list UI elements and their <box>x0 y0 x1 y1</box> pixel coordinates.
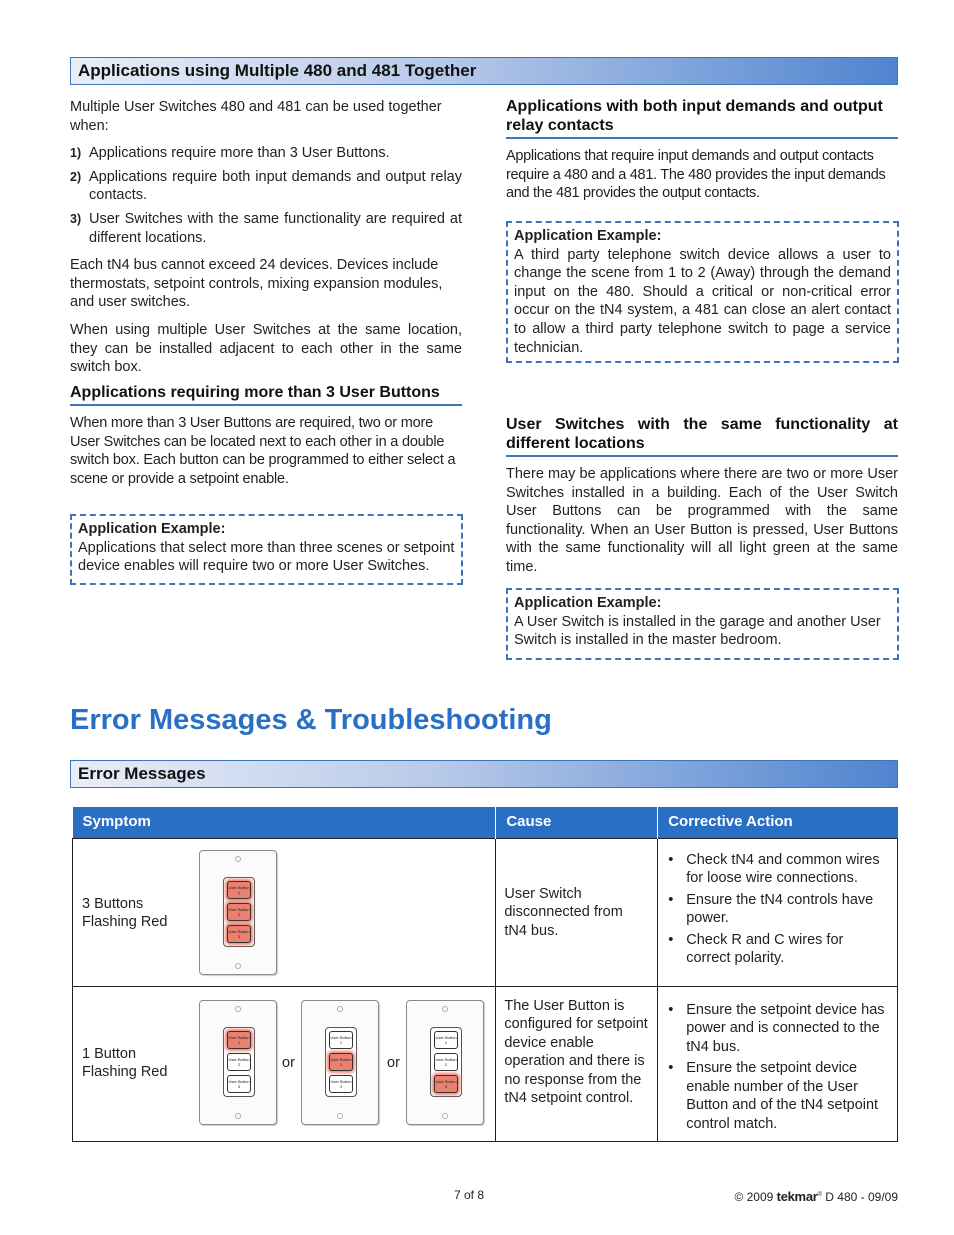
button-frame <box>223 1027 255 1097</box>
symptom-cell <box>73 986 496 1141</box>
symptom-cell <box>73 838 496 986</box>
user-button: User Button 3 <box>227 1075 251 1093</box>
symptom-text: 3 Buttons Flashing Red <box>82 895 168 931</box>
user-button-red: User Button 2 <box>329 1053 353 1071</box>
table-header-row <box>73 807 898 838</box>
user-switch-image <box>301 1000 379 1125</box>
list-item: • Ensure the setpoint device enable number of the User Button and of the tN4 setpoint control match. <box>666 1059 889 1133</box>
screw-icon <box>235 1113 241 1119</box>
bus-limit-text: Each tN4 bus cannot exceed 24 devices. Devices include thermostats, setpoint controls, mixing expansion modules, and user switches. <box>70 257 443 311</box>
footer-right: © 2009 tekmar® D 480 - 09/09 <box>734 1189 898 1204</box>
user-button: User Button 1 <box>434 1031 458 1049</box>
screw-icon <box>442 1006 448 1012</box>
subheading-more-buttons: Applications requiring more than 3 User Buttons <box>70 383 462 406</box>
example-heading: Application Example: <box>514 228 662 244</box>
section-title: Applications using Multiple 480 and 481 Together <box>78 61 477 80</box>
column-header-corrective-action: Corrective Action <box>658 807 898 838</box>
cause-cell <box>496 838 658 986</box>
document-code: D 480 - 09/09 <box>825 1190 898 1204</box>
brand-logo: tekmar <box>776 1189 818 1204</box>
application-example-box <box>506 221 899 363</box>
intro-text: Multiple User Switches 480 and 481 can be used together when: <box>70 99 442 134</box>
table-row <box>73 838 898 986</box>
user-button: User Button 2 <box>227 1053 251 1071</box>
example-text: A User Switch is installed in the garage and another User Switch is installed in the master bedroom. <box>514 613 881 649</box>
more-buttons-text: When more than 3 User Buttons are required, two or more User Switches can be located next to each other in a double switch box. Each button can be programmed to either select a scene or provide a setpoint enable. <box>70 415 456 487</box>
screw-icon <box>337 1006 343 1012</box>
or-label: or <box>387 1054 400 1071</box>
action-cell <box>658 838 898 986</box>
user-button-red: User Button 3 <box>434 1075 458 1093</box>
list-item: • Check tN4 and common wires for loose wire connections. <box>666 851 889 888</box>
button-frame <box>430 1027 462 1097</box>
screw-icon <box>235 963 241 969</box>
user-button-red: User Button 3 <box>227 925 251 943</box>
left-column <box>70 98 462 386</box>
application-example-box <box>70 514 463 585</box>
screw-icon <box>442 1113 448 1119</box>
cause-text: The User Button is configured for setpoint device enable operation and there is no response from the tN4 setpoint control. <box>504 997 648 1107</box>
user-switch-image <box>199 850 277 975</box>
user-button-red: User Button 2 <box>227 903 251 921</box>
error-table <box>72 807 898 1142</box>
button-frame <box>223 877 255 947</box>
section-band-error-messages <box>70 760 898 788</box>
user-switch-image <box>199 1000 277 1125</box>
example-heading: Application Example: <box>78 521 226 537</box>
page-number: 7 of 8 <box>454 1188 485 1202</box>
user-button: User Button 2 <box>434 1053 458 1071</box>
list-item: 1) Applications require more than 3 User Buttons. <box>70 145 390 162</box>
table-row <box>73 986 898 1141</box>
user-button: User Button 1 <box>329 1031 353 1049</box>
example-heading: Application Example: <box>514 595 662 611</box>
input-output-text: Applications that require input demands and output contacts require a 480 and a 481. The 480 provides the input demands and the 481 provides the output contacts. <box>506 148 886 202</box>
action-list <box>666 851 889 969</box>
example-text: Applications that select more than three scenes or setpoint device enables will require two or more User Switches. <box>78 539 455 575</box>
symptom-text: 1 Button Flashing Red <box>82 1045 168 1081</box>
page-title: Error Messages & Troubleshooting <box>70 704 552 736</box>
action-list <box>666 1001 889 1134</box>
subheading-input-output: Applications with both input demands and output relay contacts <box>506 97 898 139</box>
cause-cell <box>496 986 658 1141</box>
action-cell <box>658 986 898 1141</box>
conditions-list <box>70 144 462 247</box>
section-title: Error Messages <box>78 764 206 783</box>
list-item: • Ensure the setpoint device has power and is connected to the tN4 bus. <box>666 1001 889 1057</box>
column-header-cause: Cause <box>496 807 658 838</box>
cause-text: User Switch disconnected from tN4 bus. <box>504 885 623 939</box>
or-label: or <box>282 1054 295 1071</box>
button-frame <box>325 1027 357 1097</box>
example-text: A third party telephone switch device allows a user to change the scene from 1 to 2 (Away) through the demand input on the 480. Should a critical or non-critical error occur on the tN4 system, a 481 can close an alert contact to allow a third party telephone switch to page a service technician. <box>514 246 891 356</box>
list-item: • Ensure the tN4 controls have power. <box>666 891 889 928</box>
section-band-multiple <box>70 57 898 85</box>
list-item: 3) User Switches with the same functionality are required at different locations. <box>70 210 462 246</box>
subheading-same-functionality: User Switches with the same functionality at different locations <box>506 415 898 457</box>
column-header-symptom: Symptom <box>73 807 496 838</box>
screw-icon <box>235 1006 241 1012</box>
list-item: 2) Applications require both input demands and output relay contacts. <box>70 168 462 204</box>
user-button: User Button 3 <box>329 1075 353 1093</box>
copyright: © 2009 <box>734 1190 774 1204</box>
list-item: • Check R and C wires for correct polarity. <box>666 931 889 968</box>
user-button-red: User Button 1 <box>227 881 251 899</box>
screw-icon <box>337 1113 343 1119</box>
same-functionality-text: There may be applications where there are two or more User Switches installed in a building. Each of the User Switch User Buttons can be programmed with the same functionality. When an User Button is pressed, User Buttons with the same functionality will all light green at the same time. <box>506 466 898 575</box>
user-button-red: User Button 1 <box>227 1031 251 1049</box>
screw-icon <box>235 856 241 862</box>
same-location-text: When using multiple User Switches at the same location, they can be installed adjacent to each other in the same switch box. <box>70 321 462 376</box>
application-example-box <box>506 588 899 660</box>
user-switch-image <box>406 1000 484 1125</box>
